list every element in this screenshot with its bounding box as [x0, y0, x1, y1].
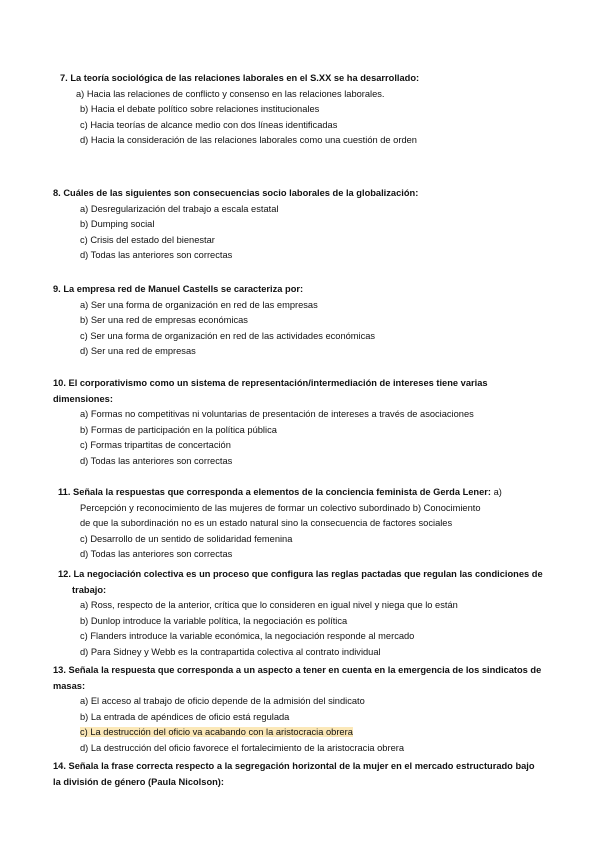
question-13-option-a: a) El acceso al trabajo de oficio depende de la admisión del sindicato	[80, 696, 365, 707]
question-7-title: 7. La teoría sociológica de las relaciones laborales en el S.XX se ha desarrollado:	[60, 73, 420, 83]
question-9-title: 9. La empresa red de Manuel Castells se caracteriza por:	[53, 284, 304, 294]
question-7-option-d: d) Hacia la consideración de las relaciones laborales como una cuestión de orden	[80, 135, 417, 146]
question-11	[58, 485, 502, 563]
question-7	[60, 71, 419, 149]
question-13-option-d: d) La destrucción del oficio favorece el fortalecimiento de la aristocracia obrera	[80, 742, 405, 753]
question-8-option-a: a) Desregularización del trabajo a escala estatal	[80, 203, 279, 214]
question-10-option-d: d) Todas las anteriores son correctas	[80, 455, 233, 466]
question-10-title-line-1: 10. El corporativismo como un sistema de representación/intermediación de intereses tiene varias	[53, 378, 488, 388]
question-13-title-line-1: 13. Señala la respuesta que corresponda a un aspecto a tener en cuenta en la emergencia de los sindicatos de	[53, 665, 542, 675]
question-8-option-b: b) Dumping social	[80, 219, 155, 230]
question-10-option-b: b) Formas de participación en la política pública	[80, 424, 277, 435]
question-8-title: 8. Cuáles de las siguientes son consecuencias socio laborales de la globalización:	[53, 188, 419, 198]
question-14-title-line-2: la división de género (Paula Nicolson):	[53, 776, 224, 787]
question-9-option-a: a) Ser una forma de organización en red de las empresas	[80, 299, 318, 310]
question-14-title-line-1: 14. Señala la frase correcta respecto a la segregación horizontal de la mujer en el mercado estructurado bajo	[53, 761, 535, 771]
question-7-option-a: a) Hacia las relaciones de conflicto y consenso en las relaciones laborales.	[76, 88, 385, 99]
question-10-title-line-2: dimensiones:	[53, 393, 113, 404]
question-9	[53, 282, 375, 360]
question-12-option-c: c) Flanders introduce la variable económica, la negociación responde al mercado	[80, 631, 415, 642]
question-13	[53, 663, 541, 757]
question-9-option-b: b) Ser una red de empresas económicas	[80, 315, 248, 326]
question-7-option-c: c) Hacia teorías de alcance medio con dos líneas identificadas	[80, 119, 338, 130]
question-11-option-a-marker: a)	[493, 487, 502, 497]
question-9-option-d: d) Ser una red de empresas	[80, 346, 196, 357]
question-11-option-c: c) Desarrollo de un sentido de solidaridad femenina	[80, 533, 293, 544]
question-10-option-a: a) Formas no competitivas ni voluntarias de presentación de intereses a través de asociaciones	[80, 409, 474, 420]
question-8	[53, 186, 418, 264]
question-9-option-c: c) Ser una forma de organización en red de las actividades económicas	[80, 330, 376, 341]
question-14	[53, 759, 535, 790]
question-13-option-c-highlighted: c) La destrucción del oficio va acabando con la aristocracia obrera	[80, 727, 353, 738]
question-12	[58, 567, 543, 661]
question-13-title-line-2: masas:	[53, 680, 86, 691]
question-11-title: 11. Señala la respuestas que corresponda a elementos de la conciencia feminista de Gerda Lener:	[58, 487, 491, 497]
question-10	[53, 376, 488, 470]
question-12-option-b: b) Dunlop introduce la variable política, la negociación es política	[80, 615, 348, 626]
question-7-option-b: b) Hacia el debate político sobre relaciones institucionales	[80, 104, 320, 115]
question-8-option-d: d) Todas las anteriores son correctas	[80, 250, 233, 261]
question-13-option-b: b) La entrada de apéndices de oficio está regulada	[80, 711, 290, 722]
question-12-title-line-2: trabajo:	[72, 584, 107, 595]
question-11-option-d: d) Todas las anteriores son correctas	[80, 549, 233, 560]
question-8-option-c: c) Crisis del estado del bienestar	[80, 234, 215, 245]
question-12-option-a: a) Ross, respecto de la anterior, crítica que lo consideren en igual nivel y niega que lo están	[80, 600, 458, 611]
question-12-title-line-1: 12. La negociación colectiva es un proceso que configura las reglas pactadas que regulan las condiciones de	[58, 569, 543, 579]
question-10-option-c: c) Formas tripartitas de concertación	[80, 440, 231, 451]
question-12-option-d: d) Para Sidney y Webb es la contrapartida colectiva al contrato individual	[80, 646, 381, 657]
question-11-option-b-line-2: de que la subordinación no es un estado natural sino la consecuencia de factores sociales	[80, 518, 453, 529]
question-11-option-a-line-1: Percepción y reconocimiento de las mujeres de formar un colectivo subordinado b) Conocimiento	[80, 502, 481, 513]
